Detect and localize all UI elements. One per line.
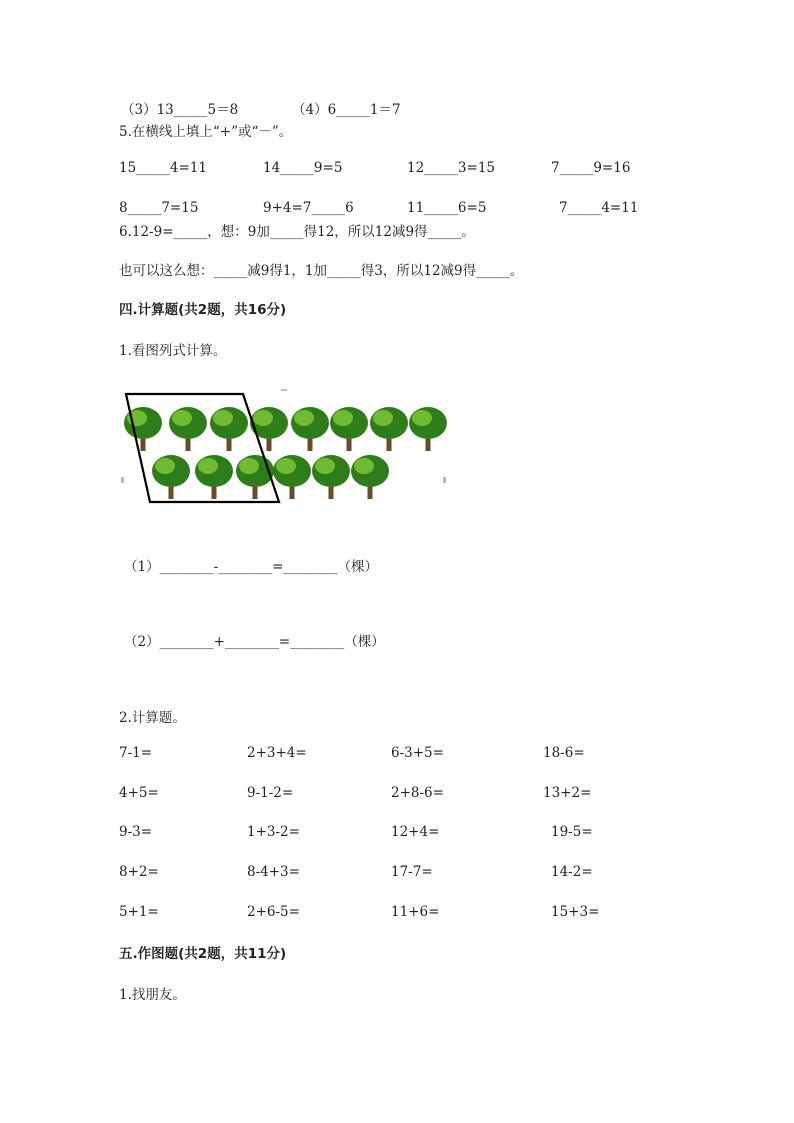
calc-item: 9-3= (119, 824, 153, 840)
calc-item: 8+2= (119, 864, 159, 880)
s4-q1-title: 1.看图列式计算。 (119, 343, 227, 359)
tree-icon (312, 455, 350, 499)
calc-item: 11+6= (391, 904, 440, 920)
q5-r1-c3: 12_____3=15 (407, 160, 496, 176)
s5-q1-title: 1.找朋友。 (119, 987, 186, 1003)
calc-item: 2+8-6= (391, 785, 444, 801)
calc-item: 15+3= (551, 904, 600, 920)
tree-icon (152, 455, 190, 499)
calc-item: 13+2= (543, 785, 592, 801)
calc-item: 2+6-5= (247, 904, 300, 920)
q5-r1-c1: 15_____4=11 (119, 160, 208, 176)
tree-highlight (412, 410, 432, 426)
tree-highlight (253, 410, 273, 426)
section4-heading: 四.计算题(共2题，共16分) (119, 302, 287, 318)
tree-icon (195, 455, 233, 499)
q5-r2-c3: 11_____6=5 (407, 200, 487, 216)
tree-icon (409, 407, 447, 451)
tree-icon (273, 455, 311, 499)
s4-q2-title: 2.计算题。 (119, 710, 186, 726)
calc-item: 12+4= (391, 824, 440, 840)
q5-r2-c2: 9+4=7_____6 (263, 200, 354, 216)
calc-item: 5+1= (119, 904, 159, 920)
fill-blank-1: （1）________-________=________（棵） (124, 559, 378, 575)
tree-icon (351, 455, 389, 499)
tree-highlight (373, 410, 393, 426)
q5-r2-c4: 7_____4=11 (559, 200, 639, 216)
section5-heading: 五.作图题(共2题，共11分) (119, 946, 287, 962)
tree-highlight (315, 458, 335, 474)
fill-blank-2: （2）________+________=________（棵） (124, 634, 385, 650)
calc-item: 9-1-2= (247, 785, 294, 801)
tree-icon (210, 407, 248, 451)
calc-item: 18-6= (543, 745, 585, 761)
calc-item: 17-7= (391, 864, 433, 880)
question-4: （4）6_____1＝7 (292, 102, 401, 118)
calc-item: 8-4+3= (247, 864, 300, 880)
tree-highlight (198, 458, 218, 474)
tree-highlight (333, 410, 353, 426)
tree-highlight (354, 458, 374, 474)
q6-line1: 6.12-9=_____，想：9加_____得12，所以12减9得_____。 (119, 224, 475, 240)
frame-mark-left (121, 477, 124, 483)
q6-line2: 也可以这么想：_____减9得1，1加_____得3，所以12减9得_____。 (119, 263, 524, 279)
q5-r2-c1: 8_____7=15 (119, 200, 199, 216)
tree-picture (121, 388, 449, 510)
tree-icon (291, 407, 329, 451)
tree-icon (169, 407, 207, 451)
calc-item: 6-3+5= (391, 745, 444, 761)
frame-mark-right (443, 477, 446, 483)
calc-item: 1+3-2= (247, 824, 300, 840)
tree-icon (236, 455, 274, 499)
calc-item: 14-2= (551, 864, 593, 880)
frame-mark-top (281, 389, 287, 391)
tree-highlight (172, 410, 192, 426)
tree-icon (330, 407, 368, 451)
tree-highlight (239, 458, 259, 474)
tree-highlight (276, 458, 296, 474)
question-3: （3）13_____5＝8 (121, 102, 239, 118)
tree-highlight (213, 410, 233, 426)
q5-r1-c2: 14_____9=5 (263, 160, 343, 176)
tree-highlight (294, 410, 314, 426)
q5-r1-c4: 7_____9=16 (551, 160, 631, 176)
calc-item: 2+3+4= (247, 745, 307, 761)
tree-icon (370, 407, 408, 451)
calc-item: 4+5= (119, 785, 159, 801)
tree-highlight (155, 458, 175, 474)
calc-item: 19-5= (551, 824, 593, 840)
calc-item: 7-1= (119, 745, 153, 761)
q5-title: 5.在横线上填上“+”或“－”。 (119, 124, 293, 140)
